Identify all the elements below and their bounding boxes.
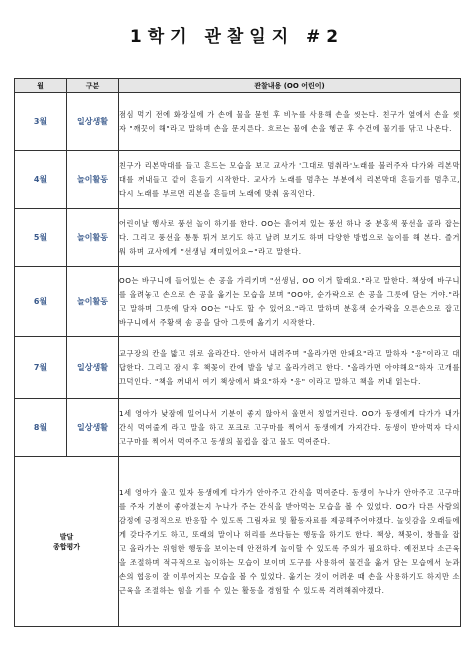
table-row [15,337,461,399]
summary-content: 1세 영아가 울고 있자 동생에게 다가가 안아주고 간식을 먹여준다. 동생이 누나가 안아주고 고구마를 주자 기분이 좋아졌는지 누나가 주는 간식을 받아먹는 모습을 볼 수 있었다. OO가 다른 사람의 감정에 긍정적으로 반응할 수 있도록 그림자료 및 활동자료를 제공해주어야겠다. 놀잇감을 오래들에게 갖다주기도 하고, 또래의 말이나 허리를 쓰다듬는 행동을 하기도 한다. 책상, 책꽂이, 창틀을 잡고 올라가는 위험한 행동을 보이는데 안전하게 놀이할 수 있도록 주의가 필요하다. 예전보다 소근육을 조절하며 적극적으로 놀이하는 모습이 보이며 도구를 사용하여 물건을 옮겨 담는 모습에서 눈과 손의 협응이 잘 이루어지는 모습을 볼 수 있었다. 옮기는 것이 어려운 때 손을 사용하기도 하지만 소근육을 조절하는 힘을 기를 수 있는 활동을 경험할 수 있도록 격려해줘야겠다. [119,457,461,627]
table-row [15,267,461,337]
summary-label-line1: 발달 [59,532,74,541]
row-content: 점심 먹기 전에 화장실에 가 손에 물을 묻힌 후 비누를 사용해 손을 씻는다. 친구가 옆에서 손을 씻자 "깨끗이 해"라고 말하며 손을 문지른다. 흐르는 물에 손을 헹군 후 수건에 물기를 닦고 나온다. [119,93,461,151]
summary-label [15,457,119,627]
row-month: 8월 [15,399,67,457]
table-row [15,93,461,151]
row-category: 놀이활동 [67,209,119,267]
page-title: 1학기 관찰일지 #2 [129,27,345,47]
table-header-row [15,79,461,93]
header-category: 구분 [67,79,119,93]
row-content: 친구가 리본막대를 들고 흔드는 모습을 보고 교사가 '그대로 멈춰라'노래를 불러주자 다가와 리본막대를 꺼내들고 같이 흔들기 시작한다. 교사가 노래를 멈추는 부분에서 리본막대 흔들기를 멈추고, 다시 노래를 부르면 리본을 흔들며 노래에 맞춰 움직인다. [119,151,461,209]
row-category: 놀이활동 [67,151,119,209]
row-month: 3월 [15,93,67,151]
row-category: 일상생활 [67,337,119,399]
row-month: 7월 [15,337,67,399]
header-content: 관찰내용 (OO 어린이) [119,79,461,93]
row-month: 6월 [15,267,67,337]
row-content: 1세 영아가 낮잠에 일어나서 기분이 좋지 않아서 울면서 칭얼거린다. OO가 동생에게 다가가 내가 간식 먹여줄게 라고 말을 하고 포크로 고구마를 찍어서 동생에게 가져간다. 동생이 받아먹자 다시 고구마를 찍어서 먹여주고 동생의 물컵을 잡고 물도 먹여준다. [119,399,461,457]
row-content: 교구장의 칸을 밟고 위로 올라간다. 안아서 내려주며 "올라가면 안돼요"라고 말하자 "응"이라고 대답한다. 그리고 잠시 후 책꽂이 칸에 발을 넣고 올라가려고 한다. "올라가면 아야해요"하자 고개를 끄덕인다. "책을 꺼내서 여기 책상에서 봐요"하자 "응" 이라고 말하고 책을 꺼내 읽는다. [119,337,461,399]
table-row [15,209,461,267]
row-category: 일상생활 [67,93,119,151]
row-content: OO는 바구니에 들어있는 손 공을 가리키며 "선생님, OO 이거 할래요."라고 말한다. 책상에 바구니를 올려놓고 손으로 손 공을 옮기는 모습을 보며 "OO야, 순가락으로 손 공을 그릇에 담는 거야."라고 말하며 그릇에 담자 OO는 "나도 할 수 있어요."라고 말하며 분홍색 순가락을 오른손으로 잡고 바구니에서 주황색 솜 공을 담아 그릇에 옮기기 시작한다. [119,267,461,337]
header-month: 월 [15,79,67,93]
row-content: 어린이날 행사로 풍선 놀이 하기를 한다. OO는 흩어져 있는 풍선 하나 중 분홍색 풍선을 골라 잡는다. 그리고 풍선을 통통 튀겨 보기도 하고 날려 보기도 하며 다양한 방법으로 놀이를 해 본다. 즐거워 하며 교사에게 "선생님 재미있어요~"라고 말한다. [119,209,461,267]
row-category: 일상생활 [67,399,119,457]
observation-table [14,78,461,627]
summary-row [15,457,461,627]
row-month: 5월 [15,209,67,267]
table-row [15,151,461,209]
row-month: 4월 [15,151,67,209]
row-category: 놀이활동 [67,267,119,337]
table-row [15,399,461,457]
summary-label-line2: 종합평가 [52,542,81,551]
